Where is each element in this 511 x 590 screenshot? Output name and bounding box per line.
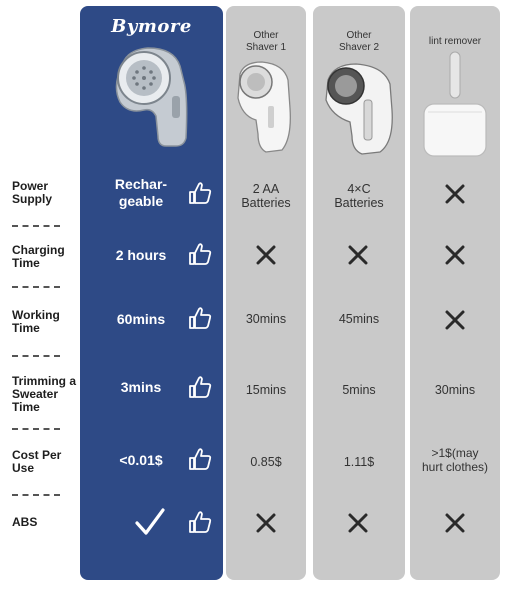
thumbs-up-icon	[187, 374, 213, 400]
bymore-cost-per-use: <0.01$	[119, 452, 163, 468]
bymore-working-time: 60mins	[116, 311, 166, 327]
lint-remover-image	[420, 48, 490, 158]
row-label-trimming-time: Trimming a Sweater Time	[12, 374, 77, 414]
brand-logo: Bymore	[111, 16, 192, 37]
other2-trimming-time: 5mins	[342, 383, 376, 397]
thumbs-up-icon	[187, 180, 213, 206]
row-label-power-supply: Power Supply	[12, 179, 53, 206]
thumbs-up-icon	[187, 446, 213, 472]
other2-power-supply: 4×C Batteries	[334, 182, 384, 210]
header-other-shaver-1: Other Shaver 1	[245, 30, 287, 53]
row-divider	[12, 286, 60, 288]
x-icon	[347, 244, 369, 266]
row-divider	[12, 494, 60, 496]
other1-trimming-time: 15mins	[245, 383, 287, 397]
other2-cost-per-use: 1.11$	[343, 455, 375, 469]
thumbs-up-icon	[187, 509, 213, 535]
thumbs-up-icon	[187, 305, 213, 331]
bymore-power-supply: Rechar- geable	[114, 176, 168, 209]
x-icon	[255, 244, 277, 266]
row-label-abs: ABS	[12, 515, 38, 529]
other1-power-supply: 2 AA Batteries	[241, 182, 291, 210]
row-divider	[12, 355, 60, 357]
check-icon	[134, 507, 166, 537]
row-divider	[12, 225, 60, 227]
bymore-shaver-image	[104, 42, 200, 150]
other1-cost-per-use: 0.85$	[250, 455, 282, 469]
x-icon	[255, 512, 277, 534]
x-icon	[444, 183, 466, 205]
other-shaver-2-image	[318, 60, 400, 158]
bymore-trimming-time: 3mins	[120, 379, 162, 395]
row-divider	[12, 428, 60, 430]
other-shaver-1-image	[232, 58, 298, 156]
lint-cost-per-use: >1$(may hurt clothes)	[421, 446, 489, 474]
thumbs-up-icon	[187, 241, 213, 267]
header-lint-remover: lint remover	[428, 36, 482, 47]
other2-working-time: 45mins	[338, 312, 380, 326]
header-other-shaver-2: Other Shaver 2	[338, 30, 380, 53]
bymore-charging-time: 2 hours	[115, 247, 167, 263]
row-label-charging-time: Charging Time	[12, 243, 65, 270]
lint-trimming-time: 30mins	[434, 383, 476, 397]
x-icon	[444, 512, 466, 534]
x-icon	[347, 512, 369, 534]
x-icon	[444, 244, 466, 266]
x-icon	[444, 309, 466, 331]
row-label-working-time: Working Time	[12, 308, 60, 335]
other1-working-time: 30mins	[245, 312, 287, 326]
row-label-cost-per-use: Cost Per Use	[12, 448, 62, 475]
